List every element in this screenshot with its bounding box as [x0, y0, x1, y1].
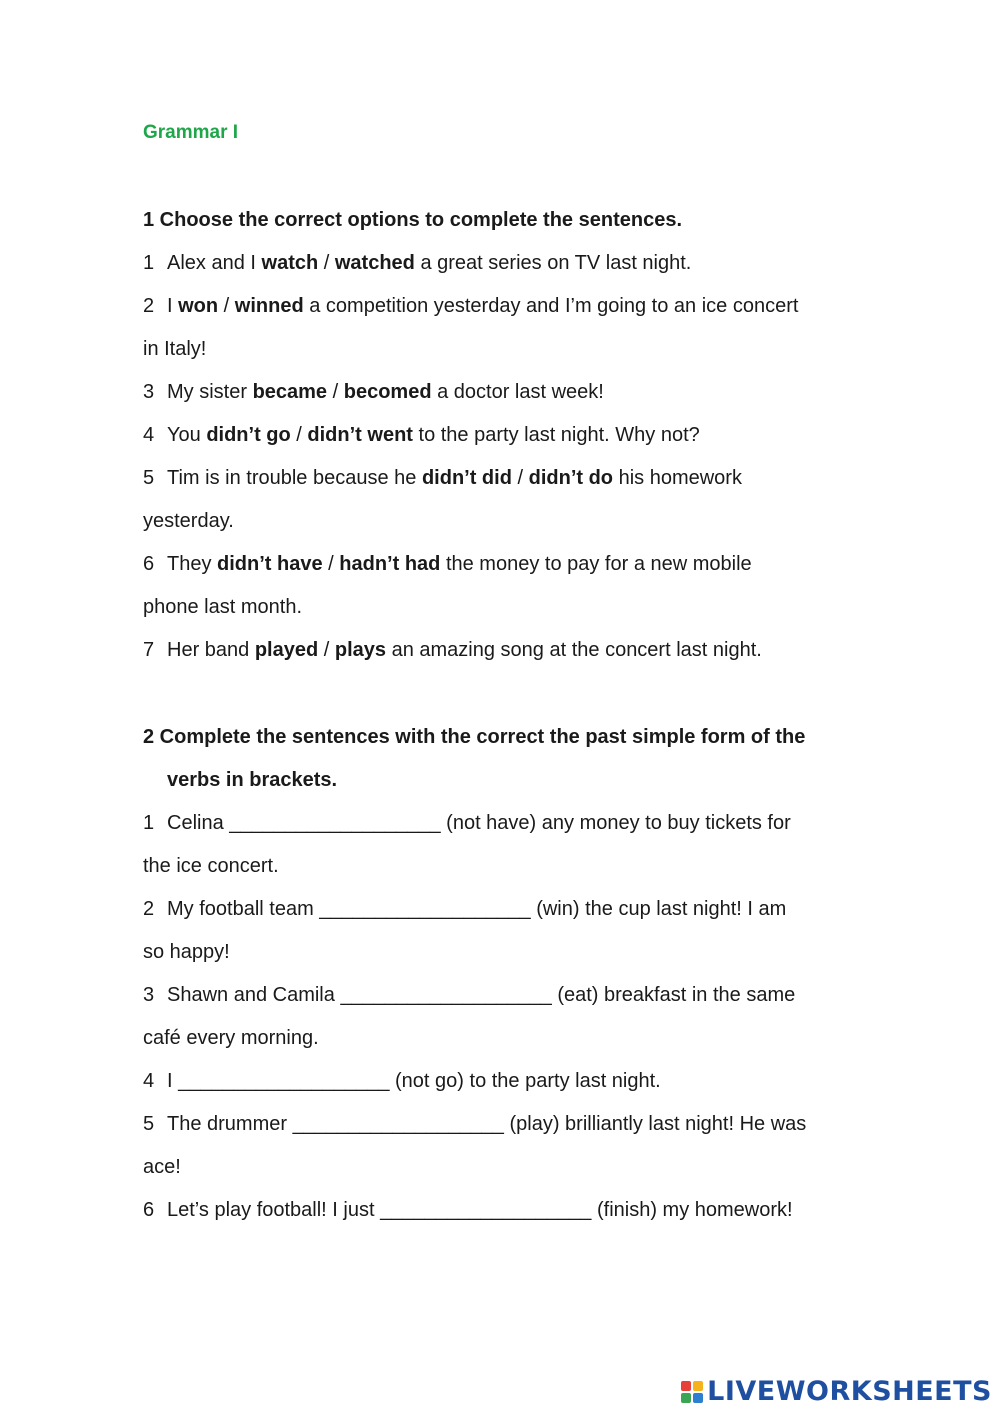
ex2-item-2: 2 My football team ___________________ (win) the cup last night! I am	[143, 898, 787, 920]
ex2-item-1-blank[interactable]: ___________________	[229, 812, 441, 834]
logo-block-red	[681, 1381, 691, 1391]
ex2-item-1-continuation: the ice concert.	[143, 855, 279, 877]
ex1-item-2-continuation: in Italy!	[143, 338, 207, 360]
ex1-item-1-option-b[interactable]: watched	[334, 252, 415, 274]
ex2-item-1: 1 Celina ___________________ (not have) any money to buy tickets for	[143, 812, 791, 834]
ex2-item-2-blank[interactable]: ___________________	[319, 898, 531, 920]
ex1-item-4-option-b[interactable]: didn’t went	[307, 424, 413, 446]
ex2-item-6-blank[interactable]: ___________________	[380, 1199, 592, 1221]
ex1-item-5-option-a[interactable]: didn’t did	[421, 467, 512, 489]
ex2-item-2-continuation: so happy!	[143, 941, 230, 963]
ex1-item-6-option-a[interactable]: didn’t have	[217, 553, 323, 575]
ex1-item-1-option-a[interactable]: watch	[261, 252, 319, 274]
ex1-item-4: 4 You didn’t go / didn’t went to the party last night. Why not?	[143, 424, 700, 446]
ex1-item-7-option-b[interactable]: plays	[334, 639, 387, 661]
ex2-item-6: 6 Let’s play football! I just ___________________ (finish) my homework!	[143, 1199, 793, 1221]
worksheet-title: Grammar I	[143, 122, 239, 143]
ex1-item-2: 2 I won / winned a competition yesterday and I’m going to an ice concert	[143, 295, 799, 317]
exercise-1-heading: 1 Choose the correct options to complete the sentences.	[143, 209, 683, 231]
ex2-item-3-blank[interactable]: ___________________	[340, 984, 552, 1006]
ex1-item-5-option-b[interactable]: didn’t do	[528, 467, 614, 489]
ex2-item-4-blank[interactable]: ___________________	[178, 1070, 390, 1092]
ex1-item-3-option-b[interactable]: becomed	[343, 381, 432, 403]
ex1-item-7-option-a[interactable]: played	[254, 639, 319, 661]
logo-blocks-icon	[681, 1381, 703, 1403]
ex2-item-5-continuation: ace!	[143, 1156, 181, 1178]
ex2-item-3-continuation: café every morning.	[143, 1027, 319, 1049]
ex1-item-4-option-a[interactable]: didn’t go	[206, 424, 291, 446]
ex1-item-7: 7 Her band played / plays an amazing song at the concert last night.	[143, 639, 762, 661]
logo-block-blue	[693, 1393, 703, 1403]
ex1-item-3-option-a[interactable]: became	[252, 381, 328, 403]
logo-text: LIVEWORKSHEETS	[707, 1376, 992, 1407]
ex1-item-6: 6 They didn’t have / hadn’t had the money to pay for a new mobile	[143, 553, 752, 575]
ex1-item-2-option-b[interactable]: winned	[234, 295, 304, 317]
ex2-item-5: 5 The drummer ___________________ (play) brilliantly last night! He was	[143, 1113, 807, 1135]
ex1-item-6-continuation: phone last month.	[143, 596, 302, 618]
logo-block-yellow	[693, 1381, 703, 1391]
ex2-item-4: 4 I ___________________ (not go) to the party last night.	[143, 1070, 661, 1092]
ex2-item-3: 3 Shawn and Camila ___________________ (eat) breakfast in the same	[143, 984, 796, 1006]
ex1-item-6-option-b[interactable]: hadn’t had	[339, 553, 441, 575]
ex2-item-5-blank[interactable]: ___________________	[292, 1113, 504, 1135]
liveworksheets-logo	[681, 1376, 992, 1407]
exercise-2-heading-continuation: verbs in brackets.	[167, 769, 338, 791]
ex1-item-5-continuation: yesterday.	[143, 510, 234, 532]
ex1-item-5: 5 Tim is in trouble because he didn’t did / didn’t do his homework	[143, 467, 742, 489]
ex1-item-3: 3 My sister became / becomed a doctor last week!	[143, 381, 604, 403]
logo-block-green	[681, 1393, 691, 1403]
ex1-item-1: 1 Alex and I watch / watched a great series on TV last night.	[143, 252, 692, 274]
exercise-2-heading: 2 Complete the sentences with the correct the past simple form of the	[143, 726, 806, 748]
ex1-item-2-option-a[interactable]: won	[178, 295, 219, 317]
